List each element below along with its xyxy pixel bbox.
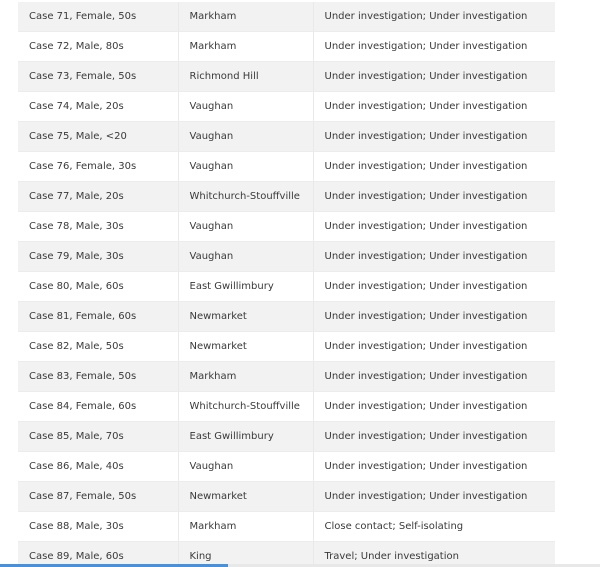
municipality-cell: Newmarket: [178, 302, 313, 332]
status-cell: Under investigation; Under investigation: [313, 482, 555, 512]
case-table: [18, 2, 555, 567]
table-row: [18, 122, 555, 152]
case-table-body: [18, 2, 555, 567]
municipality-cell: Vaughan: [178, 92, 313, 122]
status-cell: Under investigation; Under investigation: [313, 452, 555, 482]
status-cell: Under investigation; Under investigation: [313, 182, 555, 212]
municipality-cell: Vaughan: [178, 242, 313, 272]
case-cell: Case 71, Female, 50s: [18, 2, 178, 32]
table-row: [18, 452, 555, 482]
table-row: [18, 422, 555, 452]
case-cell: Case 80, Male, 60s: [18, 272, 178, 302]
table-row: [18, 302, 555, 332]
case-cell: Case 79, Male, 30s: [18, 242, 178, 272]
case-cell: Case 76, Female, 30s: [18, 152, 178, 182]
case-cell: Case 81, Female, 60s: [18, 302, 178, 332]
case-cell: Case 83, Female, 50s: [18, 362, 178, 392]
case-cell: Case 89, Male, 60s: [18, 542, 178, 567]
municipality-cell: Markham: [178, 32, 313, 62]
table-row: [18, 482, 555, 512]
table-row: [18, 272, 555, 302]
municipality-cell: King: [178, 542, 313, 567]
municipality-cell: Markham: [178, 2, 313, 32]
table-row: [18, 512, 555, 542]
municipality-cell: Vaughan: [178, 452, 313, 482]
case-cell: Case 72, Male, 80s: [18, 32, 178, 62]
municipality-cell: Vaughan: [178, 122, 313, 152]
table-row: [18, 392, 555, 422]
table-row: [18, 2, 555, 32]
case-cell: Case 85, Male, 70s: [18, 422, 178, 452]
status-cell: Under investigation; Under investigation: [313, 332, 555, 362]
case-cell: Case 74, Male, 20s: [18, 92, 178, 122]
municipality-cell: Newmarket: [178, 482, 313, 512]
status-cell: Under investigation; Under investigation: [313, 212, 555, 242]
table-row: [18, 32, 555, 62]
status-cell: Under investigation; Under investigation: [313, 62, 555, 92]
status-cell: Under investigation; Under investigation: [313, 422, 555, 452]
table-row: [18, 332, 555, 362]
case-cell: Case 77, Male, 20s: [18, 182, 178, 212]
status-cell: Under investigation; Under investigation: [313, 302, 555, 332]
table-row: [18, 92, 555, 122]
table-row: [18, 152, 555, 182]
case-cell: Case 86, Male, 40s: [18, 452, 178, 482]
status-cell: Under investigation; Under investigation: [313, 122, 555, 152]
table-row: [18, 212, 555, 242]
status-cell: Under investigation; Under investigation: [313, 362, 555, 392]
status-cell: Under investigation; Under investigation: [313, 92, 555, 122]
municipality-cell: Newmarket: [178, 332, 313, 362]
table-row: [18, 182, 555, 212]
table-row: [18, 362, 555, 392]
status-cell: Under investigation; Under investigation: [313, 242, 555, 272]
municipality-cell: Markham: [178, 362, 313, 392]
table-row: [18, 62, 555, 92]
case-cell: Case 88, Male, 30s: [18, 512, 178, 542]
municipality-cell: Vaughan: [178, 212, 313, 242]
status-cell: Under investigation; Under investigation: [313, 272, 555, 302]
case-cell: Case 78, Male, 30s: [18, 212, 178, 242]
status-cell: Under investigation; Under investigation: [313, 32, 555, 62]
status-cell: Close contact; Self-isolating: [313, 512, 555, 542]
municipality-cell: Whitchurch-Stouffville: [178, 182, 313, 212]
case-cell: Case 82, Male, 50s: [18, 332, 178, 362]
municipality-cell: East Gwillimbury: [178, 422, 313, 452]
status-cell: Under investigation; Under investigation: [313, 392, 555, 422]
table-row: [18, 242, 555, 272]
case-cell: Case 87, Female, 50s: [18, 482, 178, 512]
status-cell: Under investigation; Under investigation: [313, 2, 555, 32]
municipality-cell: Markham: [178, 512, 313, 542]
municipality-cell: East Gwillimbury: [178, 272, 313, 302]
case-cell: Case 73, Female, 50s: [18, 62, 178, 92]
status-cell: Travel; Under investigation: [313, 542, 555, 567]
municipality-cell: Richmond Hill: [178, 62, 313, 92]
municipality-cell: Whitchurch-Stouffville: [178, 392, 313, 422]
case-cell: Case 75, Male, <20: [18, 122, 178, 152]
status-cell: Under investigation; Under investigation: [313, 152, 555, 182]
case-cell: Case 84, Female, 60s: [18, 392, 178, 422]
municipality-cell: Vaughan: [178, 152, 313, 182]
